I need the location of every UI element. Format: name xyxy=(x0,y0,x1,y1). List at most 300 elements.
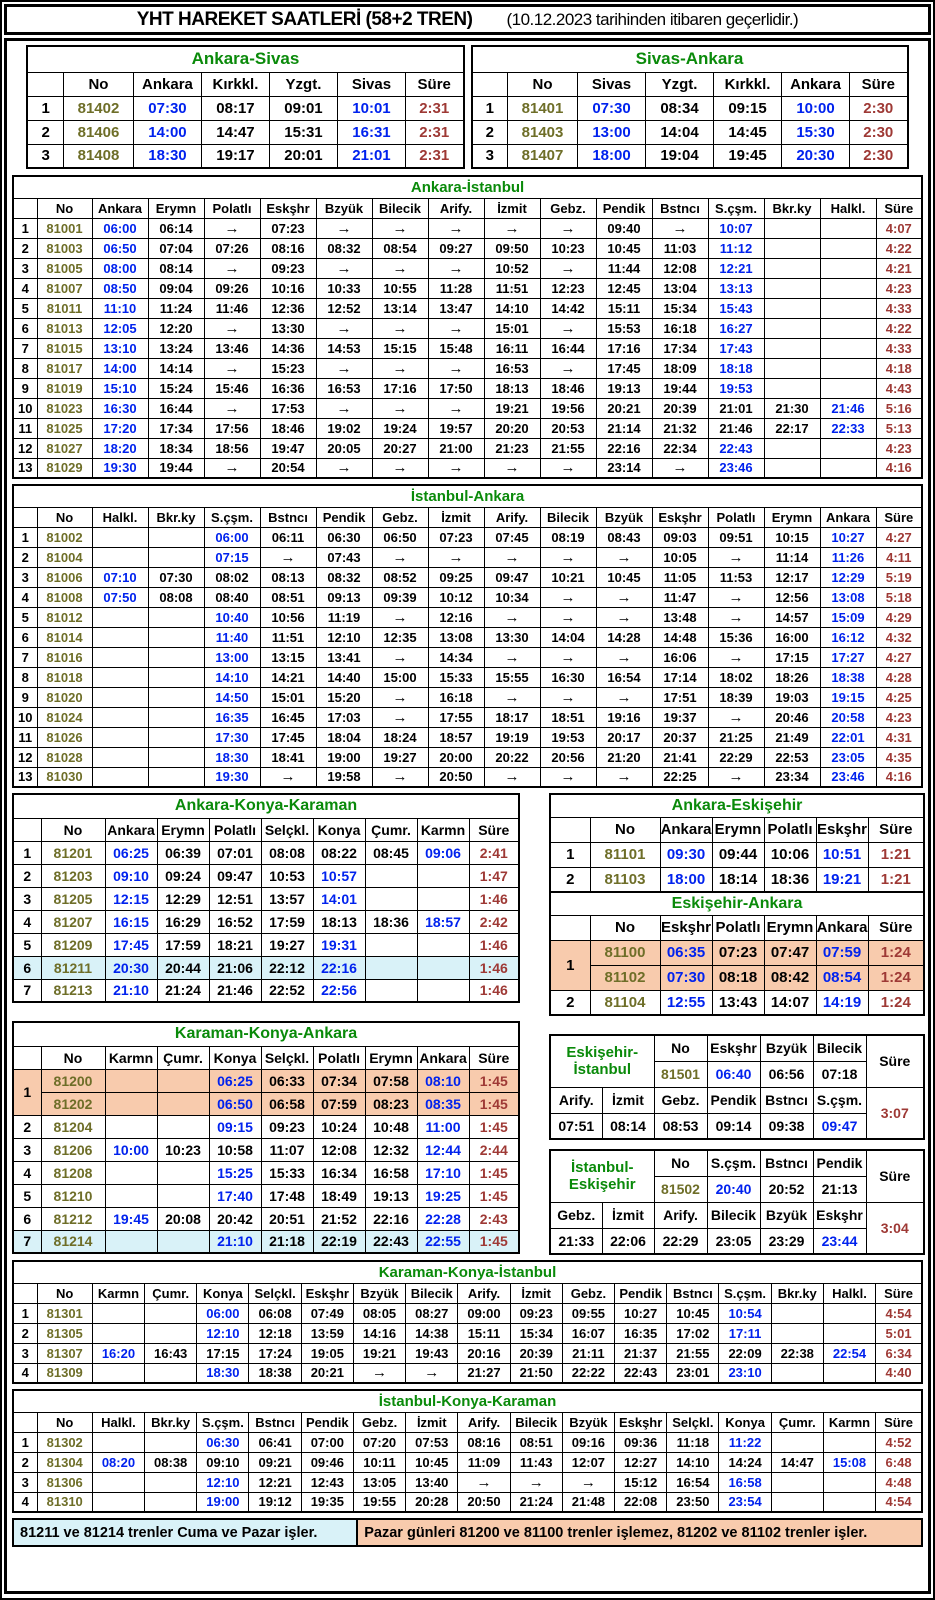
column-header: Ankara xyxy=(660,817,712,842)
table-title: Ankara-İstanbul xyxy=(13,176,922,198)
time-cell: 14:50 xyxy=(204,687,260,707)
time-cell: 16:58 xyxy=(365,1161,417,1184)
time-cell: 09:47 xyxy=(484,567,540,587)
table-header-row xyxy=(13,198,922,218)
time-cell: 19:27 xyxy=(261,933,313,956)
train-no: 81014 xyxy=(37,627,92,647)
table-header-row xyxy=(550,817,924,842)
column-header: Halkl. xyxy=(820,198,876,218)
sure-cell: 4:21 xyxy=(876,258,922,278)
time-cell xyxy=(771,1432,823,1452)
sure-cell: 4:23 xyxy=(876,278,922,298)
column-header: Ankara xyxy=(816,915,868,940)
time-cell: 18:18 xyxy=(708,358,764,378)
time-cell: 06:11 xyxy=(260,527,316,547)
table-title-row xyxy=(27,46,463,72)
time-cell: 11:40 xyxy=(204,627,260,647)
time-cell: 12:17 xyxy=(764,567,820,587)
time-cell: 21:41 xyxy=(652,747,708,767)
through-arrow-icon: → xyxy=(372,218,428,238)
seq-cell: 3 xyxy=(27,144,63,168)
column-header: Erymn xyxy=(712,817,764,842)
table-row xyxy=(13,933,519,956)
time-cell: 13:30 xyxy=(484,627,540,647)
time-cell: 17:48 xyxy=(261,1184,313,1207)
time-cell: 11:10 xyxy=(92,298,148,318)
sure-cell: 4:40 xyxy=(876,1363,922,1383)
time-cell: 13:48 xyxy=(652,607,708,627)
time-cell: 12:10 xyxy=(316,627,372,647)
through-arrow-icon: → xyxy=(708,707,764,727)
column-header: Eskşhr xyxy=(615,1412,667,1432)
train-no: 81209 xyxy=(41,933,105,956)
time-cell xyxy=(92,647,148,667)
time-cell: 14:07 xyxy=(764,990,816,1015)
time-cell: 08:22 xyxy=(313,841,365,864)
through-arrow-icon: → xyxy=(708,607,764,627)
time-cell xyxy=(820,458,876,478)
column-header: Çumr. xyxy=(771,1412,823,1432)
time-cell: 18:56 xyxy=(204,438,260,458)
time-cell: 08:18 xyxy=(712,965,764,990)
column-header: Bilecik xyxy=(540,507,596,527)
through-arrow-icon: → xyxy=(540,647,596,667)
time-cell: 10:45 xyxy=(667,1303,719,1323)
time-cell: 13:13 xyxy=(708,278,764,298)
time-cell: 11:05 xyxy=(652,567,708,587)
time-cell: 15:53 xyxy=(596,318,652,338)
through-arrow-icon: → xyxy=(540,767,596,787)
column-header: Eskşhr xyxy=(652,507,708,527)
seq-cell: 7 xyxy=(13,1230,41,1253)
column-header: Bilecik xyxy=(813,1035,866,1061)
time-cell xyxy=(157,1069,209,1092)
time-cell: 07:30 xyxy=(660,965,712,990)
time-cell: 22:55 xyxy=(417,1230,469,1253)
time-cell: 10:16 xyxy=(260,278,316,298)
time-cell: 12:21 xyxy=(708,258,764,278)
time-cell: 21:46 xyxy=(820,398,876,418)
table-row xyxy=(550,940,924,965)
through-arrow-icon: → xyxy=(596,547,652,567)
time-cell: 10:34 xyxy=(484,587,540,607)
time-cell xyxy=(764,238,820,258)
time-cell: 13:47 xyxy=(428,298,484,318)
seq-cell: 1 xyxy=(27,96,63,120)
time-cell: 16:11 xyxy=(484,338,540,358)
through-arrow-icon: → xyxy=(540,607,596,627)
time-cell: 09:55 xyxy=(562,1303,614,1323)
column-header: Selçkl. xyxy=(261,1046,313,1069)
time-cell: 11:47 xyxy=(652,587,708,607)
time-cell: 21:25 xyxy=(708,727,764,747)
train-no: 81407 xyxy=(508,144,578,168)
seq-cell: 1 xyxy=(13,1069,41,1115)
time-cell xyxy=(365,887,417,910)
seq-cell: 3 xyxy=(13,567,37,587)
time-cell: 12:05 xyxy=(92,318,148,338)
time-cell: 20:42 xyxy=(209,1207,261,1230)
seq-cell: 1 xyxy=(13,218,37,238)
seq-cell: 3 xyxy=(13,258,37,278)
time-cell: 22:56 xyxy=(313,979,365,1002)
time-cell xyxy=(823,1363,875,1383)
through-arrow-icon: → xyxy=(204,218,260,238)
time-cell: 09:47 xyxy=(813,1113,866,1139)
time-cell xyxy=(823,1472,875,1492)
time-cell: 07:59 xyxy=(313,1092,365,1115)
time-cell: 16:18 xyxy=(652,318,708,338)
table-row xyxy=(13,1161,519,1184)
table-row xyxy=(13,1138,519,1161)
time-cell: 10:55 xyxy=(372,278,428,298)
time-cell: 17:16 xyxy=(596,338,652,358)
time-cell: 09:00 xyxy=(458,1303,510,1323)
sure-cell: 4:52 xyxy=(876,1432,922,1452)
time-cell: 19:15 xyxy=(820,687,876,707)
time-cell: 07:50 xyxy=(92,587,148,607)
through-arrow-icon: → xyxy=(540,587,596,607)
train-no: 81029 xyxy=(37,458,92,478)
column-header: Sivas xyxy=(337,72,405,96)
time-cell: 19:57 xyxy=(428,418,484,438)
through-arrow-icon: → xyxy=(484,767,540,787)
time-cell: 09:44 xyxy=(712,842,764,867)
table-row xyxy=(13,587,922,607)
time-cell: 07:34 xyxy=(313,1069,365,1092)
time-cell: 17:59 xyxy=(157,933,209,956)
time-cell xyxy=(145,1432,197,1452)
through-arrow-icon: → xyxy=(316,218,372,238)
time-cell: 09:10 xyxy=(105,864,157,887)
time-cell xyxy=(157,1184,209,1207)
table-row xyxy=(13,527,922,547)
time-cell xyxy=(417,933,469,956)
column-header: Süre xyxy=(850,72,908,96)
time-cell: 23:10 xyxy=(719,1363,771,1383)
sure-cell: 2:31 xyxy=(405,120,463,144)
time-cell: 16:07 xyxy=(562,1323,614,1343)
time-cell: 08:51 xyxy=(260,587,316,607)
time-cell: 20:21 xyxy=(301,1363,353,1383)
column-header: Bkr.ky xyxy=(764,198,820,218)
time-cell: 14:34 xyxy=(428,647,484,667)
time-cell: 10:58 xyxy=(209,1138,261,1161)
seq-cell: 10 xyxy=(13,398,37,418)
seq-cell: 2 xyxy=(13,1115,41,1138)
time-cell: 12:35 xyxy=(372,627,428,647)
train-no: 81403 xyxy=(508,120,578,144)
time-cell: 19:43 xyxy=(406,1343,458,1363)
time-cell xyxy=(92,1492,144,1512)
time-cell xyxy=(764,318,820,338)
through-arrow-icon: → xyxy=(540,687,596,707)
table-row xyxy=(550,990,924,1015)
sure-cell: 4:16 xyxy=(876,458,922,478)
through-arrow-icon: → xyxy=(316,358,372,378)
time-cell: 19:19 xyxy=(484,727,540,747)
column-header: Ankara xyxy=(133,72,201,96)
time-cell: 20:50 xyxy=(428,767,484,787)
time-cell xyxy=(105,1115,157,1138)
column-header: No xyxy=(590,915,660,940)
time-cell: 19:30 xyxy=(204,767,260,787)
through-arrow-icon: → xyxy=(596,587,652,607)
time-cell: 23:46 xyxy=(708,458,764,478)
sure-cell: 2:31 xyxy=(405,144,463,168)
time-cell: 10:52 xyxy=(484,258,540,278)
time-cell: 18:30 xyxy=(133,144,201,168)
time-cell: 15:09 xyxy=(820,607,876,627)
time-cell: 12:15 xyxy=(105,887,157,910)
time-cell xyxy=(92,767,148,787)
time-cell: 22:17 xyxy=(764,418,820,438)
time-cell: 09:50 xyxy=(484,238,540,258)
time-cell: 17:45 xyxy=(105,933,157,956)
column-header: Erymn xyxy=(764,507,820,527)
table-row xyxy=(13,707,922,727)
through-arrow-icon: → xyxy=(540,318,596,338)
time-cell xyxy=(145,1303,197,1323)
time-cell: 11:12 xyxy=(708,238,764,258)
through-arrow-icon: → xyxy=(540,547,596,567)
time-cell: 21:32 xyxy=(652,418,708,438)
time-cell: 11:03 xyxy=(652,238,708,258)
time-cell: 10:15 xyxy=(764,527,820,547)
time-cell: 08:27 xyxy=(406,1303,458,1323)
column-header: Bstncı xyxy=(760,1150,813,1176)
time-cell: 08:51 xyxy=(510,1432,562,1452)
column-header: Selçkl. xyxy=(261,818,313,841)
time-cell xyxy=(820,338,876,358)
sure-cell: 1:45 xyxy=(469,1161,519,1184)
seq-cell: 13 xyxy=(13,458,37,478)
column-header: Gebz. xyxy=(372,507,428,527)
seq-cell: 5 xyxy=(13,1184,41,1207)
time-cell xyxy=(92,667,148,687)
time-cell: 10:54 xyxy=(719,1303,771,1323)
table-header-row xyxy=(472,72,908,96)
train-no: 81202 xyxy=(41,1092,105,1115)
sure-cell: 3:07 xyxy=(866,1087,924,1139)
time-cell: 22:53 xyxy=(764,747,820,767)
train-no: 81005 xyxy=(37,258,92,278)
sure-cell: 2:31 xyxy=(405,96,463,120)
train-no: 81030 xyxy=(37,767,92,787)
table-row xyxy=(13,979,519,1002)
time-cell: 15:01 xyxy=(484,318,540,338)
column-header: Karmn xyxy=(417,818,469,841)
table-row xyxy=(13,887,519,910)
time-cell: 13:15 xyxy=(260,647,316,667)
time-cell: 10:45 xyxy=(596,567,652,587)
column-header: Süre xyxy=(469,1046,519,1069)
time-cell: 12:32 xyxy=(365,1138,417,1161)
time-cell: 19:44 xyxy=(652,378,708,398)
time-cell: 20:52 xyxy=(760,1176,813,1202)
time-cell: 11:14 xyxy=(764,547,820,567)
table-title-line2: Eskişehir xyxy=(568,1176,636,1194)
time-cell: 12:29 xyxy=(157,887,209,910)
time-cell xyxy=(764,338,820,358)
time-cell: 16:30 xyxy=(92,398,148,418)
time-cell xyxy=(145,1363,197,1383)
sure-cell: 1:21 xyxy=(868,867,924,892)
time-cell xyxy=(148,547,204,567)
time-cell: 11:18 xyxy=(667,1432,719,1452)
column-header: Eskşhr xyxy=(260,198,316,218)
time-cell: 21:06 xyxy=(209,956,261,979)
time-cell: 17:56 xyxy=(204,418,260,438)
time-cell: 15:24 xyxy=(148,378,204,398)
time-cell xyxy=(92,1432,144,1452)
table-eskisehir-istanbul xyxy=(549,1034,925,1140)
table-row xyxy=(550,1150,924,1176)
column-header: Bilecik xyxy=(372,198,428,218)
sure-cell: 4:48 xyxy=(876,1472,922,1492)
time-cell: 23:46 xyxy=(820,767,876,787)
column-header: Bkr.ky xyxy=(148,507,204,527)
time-cell: 23:54 xyxy=(719,1492,771,1512)
time-cell xyxy=(148,727,204,747)
table-title: İstanbul-Konya-Karaman xyxy=(13,1390,922,1412)
time-cell: 09:23 xyxy=(260,258,316,278)
sure-cell: 1:45 xyxy=(469,1092,519,1115)
through-arrow-icon: → xyxy=(204,258,260,278)
time-cell xyxy=(764,278,820,298)
time-cell: 12:44 xyxy=(417,1138,469,1161)
sure-cell: 4:22 xyxy=(876,238,922,258)
column-header: Arify. xyxy=(550,1087,602,1113)
column-header xyxy=(550,915,590,940)
time-cell: 13:30 xyxy=(260,318,316,338)
time-cell: 20:54 xyxy=(260,458,316,478)
column-header: No xyxy=(37,1283,92,1303)
time-cell xyxy=(764,458,820,478)
train-no: 81025 xyxy=(37,418,92,438)
time-cell: 09:27 xyxy=(428,238,484,258)
time-cell: 16:15 xyxy=(105,910,157,933)
time-cell: 18:26 xyxy=(764,667,820,687)
time-cell: 20:20 xyxy=(484,418,540,438)
sure-cell: 5:01 xyxy=(876,1323,922,1343)
train-no: 81015 xyxy=(37,338,92,358)
time-cell: 12:23 xyxy=(540,278,596,298)
time-cell: 19:35 xyxy=(301,1492,353,1512)
time-cell: 14:04 xyxy=(646,120,714,144)
train-no: 81200 xyxy=(41,1069,105,1092)
time-cell: 15:55 xyxy=(484,667,540,687)
time-cell: 21:46 xyxy=(209,979,261,1002)
column-header: Pendik xyxy=(813,1150,866,1176)
time-cell xyxy=(417,864,469,887)
seq-cell: 12 xyxy=(13,438,37,458)
column-header: No xyxy=(37,507,92,527)
time-cell: 06:50 xyxy=(92,238,148,258)
time-cell: 07:30 xyxy=(148,567,204,587)
column-header: Gebz. xyxy=(353,1412,405,1432)
time-cell: 22:29 xyxy=(654,1228,707,1254)
time-cell: 09:38 xyxy=(760,1113,813,1139)
train-no: 81017 xyxy=(37,358,92,378)
time-cell: 10:27 xyxy=(615,1303,667,1323)
time-cell: 13:59 xyxy=(301,1323,353,1343)
time-cell: 14:47 xyxy=(201,120,269,144)
time-cell: 15:43 xyxy=(708,298,764,318)
time-cell: 22:54 xyxy=(823,1343,875,1363)
through-arrow-icon: → xyxy=(372,318,428,338)
time-cell xyxy=(417,979,469,1002)
time-cell: 20:01 xyxy=(269,144,337,168)
seq-cell: 3 xyxy=(13,887,41,910)
through-arrow-icon: → xyxy=(204,358,260,378)
time-cell: 09:15 xyxy=(209,1115,261,1138)
time-cell: 14:10 xyxy=(204,667,260,687)
train-no: 81213 xyxy=(41,979,105,1002)
time-cell: 15:00 xyxy=(372,667,428,687)
time-cell: 14:28 xyxy=(596,627,652,647)
column-header: İzmit xyxy=(484,198,540,218)
table-row xyxy=(472,144,908,168)
column-header xyxy=(13,507,37,527)
time-cell: 16:45 xyxy=(260,707,316,727)
time-cell: 10:12 xyxy=(428,587,484,607)
table-row xyxy=(13,358,922,378)
time-cell xyxy=(771,1472,823,1492)
sure-cell: 4:27 xyxy=(876,647,922,667)
column-header: Bstncı xyxy=(652,198,708,218)
sure-cell: 5:16 xyxy=(876,398,922,418)
column-header-sure: Süre xyxy=(866,1150,924,1202)
table-row xyxy=(13,627,922,647)
column-header: Pendik xyxy=(707,1087,760,1113)
through-arrow-icon: → xyxy=(428,318,484,338)
time-cell: 14:42 xyxy=(540,298,596,318)
seq-cell: 2 xyxy=(13,1323,37,1343)
time-cell: 08:13 xyxy=(260,567,316,587)
seq-cell: 13 xyxy=(13,767,37,787)
time-cell: 17:45 xyxy=(596,358,652,378)
sure-cell: 5:18 xyxy=(876,587,922,607)
table-header-row xyxy=(13,1412,922,1432)
time-cell: 19:17 xyxy=(201,144,269,168)
time-cell: 10:05 xyxy=(652,547,708,567)
time-cell: 19:58 xyxy=(316,767,372,787)
time-cell: 16:54 xyxy=(667,1472,719,1492)
time-cell: 09:13 xyxy=(316,587,372,607)
time-cell: 11:22 xyxy=(719,1432,771,1452)
table-row xyxy=(550,1202,924,1228)
time-cell xyxy=(157,1230,209,1253)
time-cell: 20:16 xyxy=(458,1343,510,1363)
time-cell: 09:01 xyxy=(269,96,337,120)
time-cell: 09:23 xyxy=(261,1115,313,1138)
through-arrow-icon: → xyxy=(540,358,596,378)
train-no: 81019 xyxy=(37,378,92,398)
time-cell: 13:08 xyxy=(820,587,876,607)
through-arrow-icon: → xyxy=(428,218,484,238)
table-row xyxy=(550,842,924,867)
train-no: 81100 xyxy=(590,940,660,965)
time-cell: 16:12 xyxy=(820,627,876,647)
time-cell: 07:30 xyxy=(578,96,646,120)
train-no: 81013 xyxy=(37,318,92,338)
sure-cell: 4:18 xyxy=(876,358,922,378)
time-cell: 22:01 xyxy=(820,727,876,747)
table-row xyxy=(13,318,922,338)
sure-cell: 3:04 xyxy=(866,1202,924,1254)
time-cell xyxy=(764,358,820,378)
